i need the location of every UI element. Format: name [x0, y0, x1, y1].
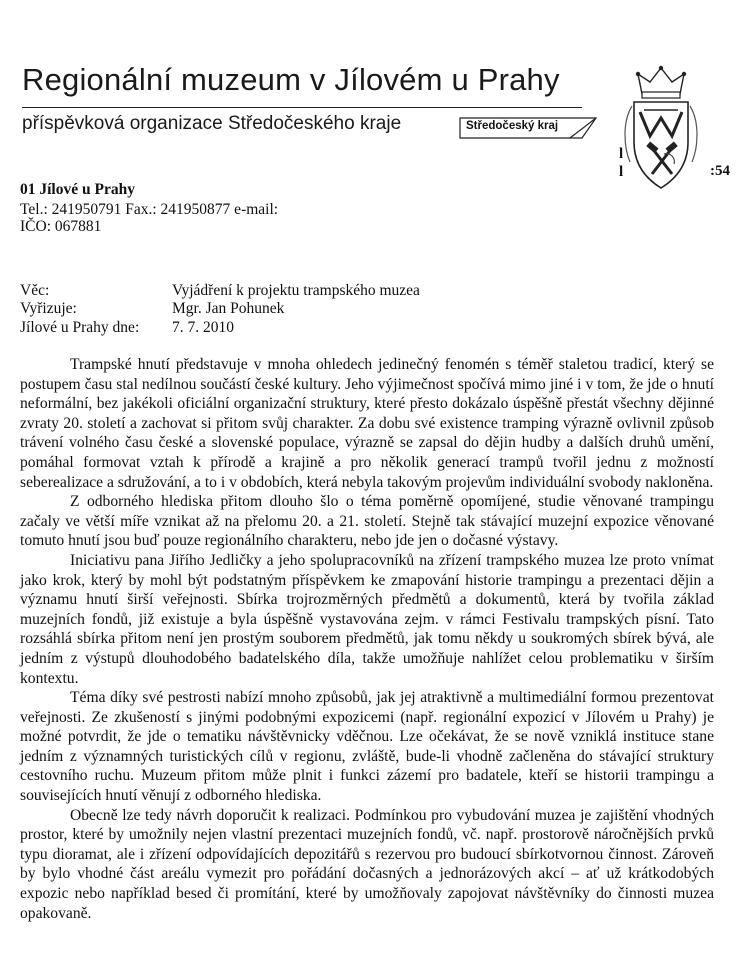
region-badge-label: Středočeský kraj	[466, 120, 559, 132]
address-line-3: IČO: 067881	[20, 218, 102, 235]
title-underline	[22, 107, 582, 108]
date-value: 7. 7. 2010	[172, 319, 234, 336]
organization-subtitle: příspěvková organizace Středočeského kraje	[22, 113, 402, 134]
crest-fragment-1: l	[619, 146, 624, 162]
date-label: Jílové u Prahy dne:	[20, 319, 140, 336]
crest-fragment-2: l	[619, 164, 624, 180]
address-fragment: :54	[710, 163, 730, 179]
organization-title: Regionální muzeum v Jílovém u Prahy	[22, 62, 560, 97]
letter-body	[20, 355, 714, 923]
body-paragraph-5: Obecně lze tedy návrh doporučit k realizaci. Podmínkou pro vybudování muzea je zajištění vhodných prostor, které by umožnily nejen vlastní prezentaci muzejních fondů, vč. např. prostorově náročnějších prvků typu dioramat, ale i zřízení odpovídajících depozitářů s rezervou pro budoucí sbírkotvornou činnost. Zároveň by bylo vhodné část areálu vymezit pro pořádání dočasných a jednorázových akcí – ať už krátkodobých expozic nebo například besed či promítání, které by umožňovaly zapojovat návštěvníky do činnosti muzea opakovaně.	[20, 806, 714, 922]
body-paragraph-4: Téma díky své pestrosti nabízí mnoho způsobů, jak jej atraktivně a multimediální formou prezentovat veřejnosti. Ze zkušeností s jinými podobnými expozicemi (např. regionální expozicí v Jílovém u Prahy) je možné potvrdit, že jde o tematiku návštěvnicky vděčnou. Lze očekávat, že se nově vzniklá instituce stane jedním z významných turistických cílů v regionu, zvláště, bude-li vhodně začleněna do stávající struktury cestovního ruchu. Muzeum přitom může plnit i funkci zázemí pro badatele, kteří se historii trampingu a souvisejících hnutí věnují z odborného hlediska.	[20, 689, 714, 805]
address-line-2: Tel.: 241950791 Fax.: 241950877 e-mail:	[20, 201, 279, 218]
handler-label: Vyřizuje:	[20, 300, 77, 317]
subject-value: Vyjádření k projektu trampského muzea	[172, 282, 420, 299]
crowned-coat-of-arms-icon	[620, 62, 702, 192]
body-paragraph-1: Trampské hnutí představuje v mnoha ohledech jedinečný fenomén s téměř staletou tradicí, který se postupem času stal nedílnou součástí české kultury. Jeho výjimečnost spočívá mimo jiné i v tom, že jde o hnutí neformální, bez jakékoli oficiální organizační struktury, které přesto dokázalo úspěšně přestát všechny dějinné zvraty 20. století a zachovat si přitom svůj charakter. Za dobu své existence tramping výrazně ovlivnil způsob trávení volného času české a slovenské populace, výrazně se zapsal do dějin hudby a dalších druhů umění, pomáhal formovat vztah k přírodě a krajině a pro několik generací trampů tvořil jednu z možností seberealizace a sdružování, a to i v obdobích, která nebyla takovým projevům individuální svobody nakloněna.	[20, 356, 714, 491]
address-line-1: 01 Jílové u Prahy	[20, 181, 135, 198]
body-paragraph-2: Z odborného hlediska přitom dlouho šlo o téma poměrně opomíjené, studie věnované trampingu začaly ve větší míře vznikat až na přelomu 20. a 21. století. Stejně tak stávající muzejní expozice věnované tomuto hnutí jsou buď pouze regionálního charakteru, nebo jde jen o dočasné výstavy.	[20, 493, 714, 550]
subject-label: Věc:	[20, 282, 50, 299]
handler-value: Mgr. Jan Pohunek	[172, 300, 285, 317]
region-badge	[458, 117, 598, 139]
body-paragraph-3: Iniciativu pana Jiřího Jedličky a jeho spolupracovníků na zřízení trampského muzea lze proto vnímat jako krok, který by mohl být podstatným příspěvkem ke zmapování historie trampingu a prezentaci dějin a významu hnutí širší veřejnosti. Sbírka trojrozměrných předmětů a dokumentů, která by tvořila základ muzejních fondů, již existuje a byla úspěšně vystavována zejm. v rámci Festivalu trampských písní. Tato rozsáhlá sbírka přitom není jen prostým souborem předmětů, jak tomu někdy u soukromých sbírek bývá, ale jedním z výstupů dlouhodobého badatelského díla, takže umožňuje nahlížet celou problematiku v širším kontextu.	[20, 551, 714, 687]
